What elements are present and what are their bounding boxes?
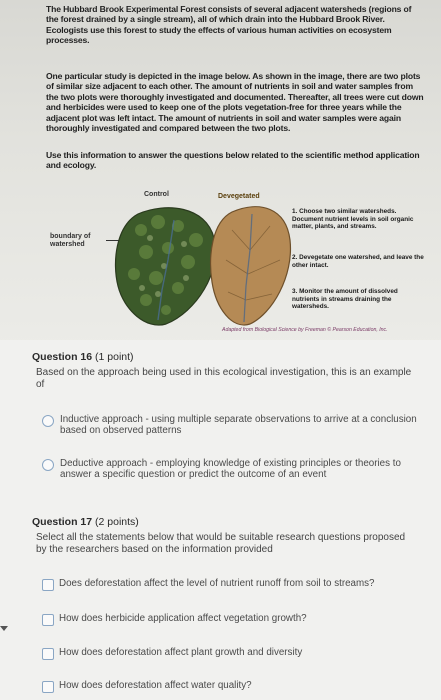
passage-paragraph-2: One particular study is depicted in the image below. As shown in the image, there are two plots of similar size adjacent to each other. The amount of nutrients in soil and water samples from the two plots were thoroughly investigated and documented. Thereafter, all trees were cut down and herbicides were used to keep one of the plots vegetation-free for three years while the adjacent plot was left intact. The amount of nutrients in soil and water samples were again thoroughly investigated and compared between the two plots. xyxy=(46,71,424,134)
figure-label-control: Control xyxy=(144,191,169,198)
q17-option-herbicide[interactable] xyxy=(42,613,422,626)
q17-option-nutrient-runoff[interactable] xyxy=(42,578,422,591)
devegetated-watershed-shape xyxy=(211,207,291,325)
q17-option-plant-growth[interactable] xyxy=(42,647,422,660)
q17-option-water-quality[interactable] xyxy=(42,680,422,693)
q16-prompt: Based on the approach being used in this ecological investigation, this is an example of xyxy=(36,367,412,390)
watershed-figure xyxy=(46,190,424,340)
q16-option-inductive-label: Inductive approach - using multiple separate observations to arrive at a conclusion based on observed patterns xyxy=(60,414,417,436)
passage-paragraph-1: The Hubbard Brook Experimental Forest consists of several adjacent watersheds (regions of the forest drained by a single stream), all of which drain into the Hubbard Brook River. Ecologists use this forest to study the effects of various human activities on ecosystem processes. xyxy=(46,4,412,46)
q17-option-1-label: Does deforestation affect the level of nutrient runoff from soil to streams? xyxy=(59,578,375,589)
q17-option-2-label: How does herbicide application affect vegetation growth? xyxy=(59,613,307,624)
q17-checkbox-4[interactable] xyxy=(42,681,54,693)
q16-radio-deductive[interactable] xyxy=(42,459,54,471)
q16-title xyxy=(32,351,134,363)
q17-checkbox-3[interactable] xyxy=(42,648,54,660)
q17-option-3-label: How does deforestation affect plant growth and diversity xyxy=(59,647,303,658)
figure-caption: Adapted from Biological Science by Freeman © Pearson Education, Inc. xyxy=(222,327,388,333)
figure-step-1: 1. Choose two similar watersheds. Document nutrient levels in soil organic matter, plants, and streams. xyxy=(292,208,414,231)
q16-option-deductive[interactable] xyxy=(42,458,422,480)
q16-title-text: Question 16 xyxy=(32,351,93,363)
q17-prompt: Select all the statements below that would be suitable research questions proposed by the researchers based on the information provided xyxy=(36,532,406,555)
figure-step-2: 2. Devegetate one watershed, and leave the other intact. xyxy=(292,254,424,269)
passage-paragraph-3: Use this information to answer the questions below related to the scientific method application and ecology. xyxy=(46,150,420,171)
q17-checkbox-2[interactable] xyxy=(42,614,54,626)
q17-checkbox-1[interactable] xyxy=(42,579,54,591)
q16-option-inductive[interactable] xyxy=(42,414,422,436)
figure-label-boundary: boundary of watershed xyxy=(50,233,91,248)
q17-title-text: Question 17 xyxy=(32,516,93,528)
q16-radio-inductive[interactable] xyxy=(42,415,54,427)
figure-label-devegetated: Devegetated xyxy=(218,193,260,200)
q17-option-4-label: How does deforestation affect water quality? xyxy=(59,680,252,691)
q16-points: (1 point) xyxy=(95,351,134,363)
figure-step-3: 3. Monitor the amount of dissolved nutrients in streams draining the watersheds. xyxy=(292,288,398,311)
q17-title xyxy=(32,516,139,528)
q17-points: (2 points) xyxy=(95,516,139,528)
q16-option-deductive-label: Deductive approach - employing knowledge of existing principles or theories to answer a specific question or predict the outcome of an event xyxy=(60,458,401,480)
side-collapse-arrow-icon[interactable] xyxy=(0,626,8,631)
